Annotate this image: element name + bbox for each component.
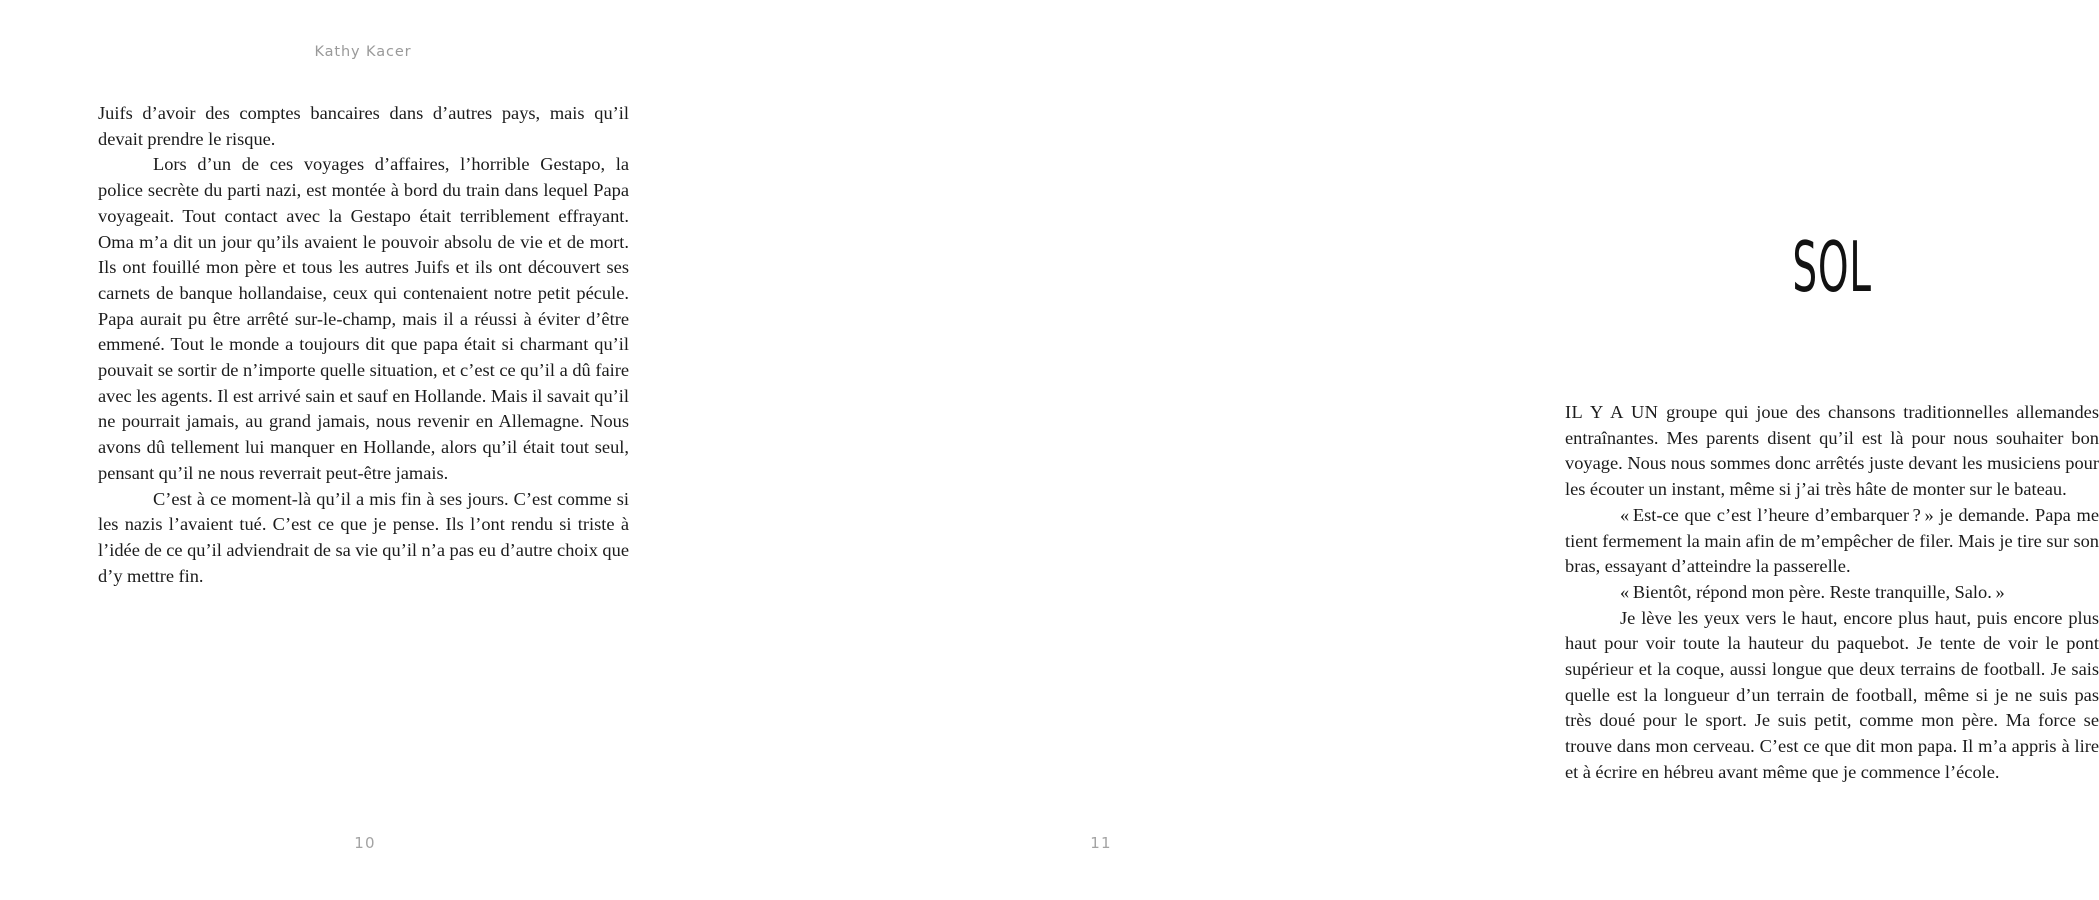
page-number: 10 bbox=[354, 834, 376, 852]
right-page bbox=[731, 0, 2099, 900]
paragraph: Juifs d’avoir des comptes bancaires dans d’autres pays, mais qu’il devait prendre le risque. bbox=[98, 103, 629, 149]
paragraph-text: groupe qui joue des chansons traditionnelles allemandes entraînantes. Mes parents disent qu’il est là pour nous souhaiter bon voyage. Nous nous sommes donc arrêtés juste devant les musiciens pour les écouter un instant, même si j’ai très hâte de monter sur le bateau. bbox=[1565, 402, 2099, 500]
right-page-body-text bbox=[1565, 400, 2099, 786]
left-page-body-text bbox=[98, 101, 629, 589]
chapter-opening-caps: IL Y A UN bbox=[1565, 402, 1659, 422]
running-head-author: Kathy Kacer bbox=[314, 44, 412, 60]
page-number: 11 bbox=[1090, 834, 1112, 852]
chapter-title: SOL bbox=[1792, 226, 1872, 309]
paragraph: C’est à ce moment-là qu’il a mis fin à ses jours. C’est comme si les nazis l’avaient tué. C’est ce que je pense. Ils l’ont rendu si triste à l’idée de ce qu’il adviendrait de sa vie qu’il n’a pas eu d’autre choix que d’y mettre fin. bbox=[98, 488, 629, 586]
paragraph: « Bientôt, répond mon père. Reste tranquille, Salo. » bbox=[1620, 581, 2005, 602]
paragraph: Je lève les yeux vers le haut, encore plus haut, puis encore plus haut pour voir toute la hauteur du paquebot. Je tente de voir le pont supérieur et la coque, aussi longue que deux terrains de football. Je sais quelle est la longueur d’un terrain de football, même si je ne suis pas très doué pour le sport. Je suis petit, comme mon père. Ma force se trouve dans mon cerveau. C’est ce que dit mon papa. Il m’a appris à lire et à écrire en hébreu avant même que je commence l’école. bbox=[1565, 607, 2099, 782]
paragraph: « Est-ce que c’est l’heure d’embarquer ? » je demande. Papa me tient fermement la main afin de m’empêcher de filer. Mais je tire sur son bras, essayant d’atteindre la passerelle. bbox=[1565, 504, 2099, 577]
left-page bbox=[0, 0, 731, 900]
paragraph: Lors d’un de ces voyages d’affaires, l’horrible Gestapo, la police secrète du parti nazi, est montée à bord du train dans lequel Papa voyageait. Tout contact avec la Gestapo était terriblement effrayant. Oma m’a dit un jour qu’ils avaient le pouvoir absolu de vie et de mort. Ils ont fouillé mon père et tous les autres Juifs et ils ont découvert ses carnets de banque hollandaise, ceux qui contenaient notre petit pécule. Papa aurait pu être arrêté sur-le-champ, mais il a réussi à éviter d’être emmené. Tout le monde a toujours dit que papa était si charmant qu’il pouvait se sortir de n’importe quelle situation, et c’est ce qu’il a dû faire avec les agents. Il est arrivé sain et sauf en Hollande. Mais il savait qu’il ne pourrait jamais, au grand jamais, nous revenir en Allemagne. Nous avons dû tellement lui manquer en Hollande, alors qu’il était tout seul, pensant qu’il ne nous reverrait peut-être jamais. bbox=[98, 154, 629, 483]
paragraph bbox=[1565, 400, 2099, 503]
